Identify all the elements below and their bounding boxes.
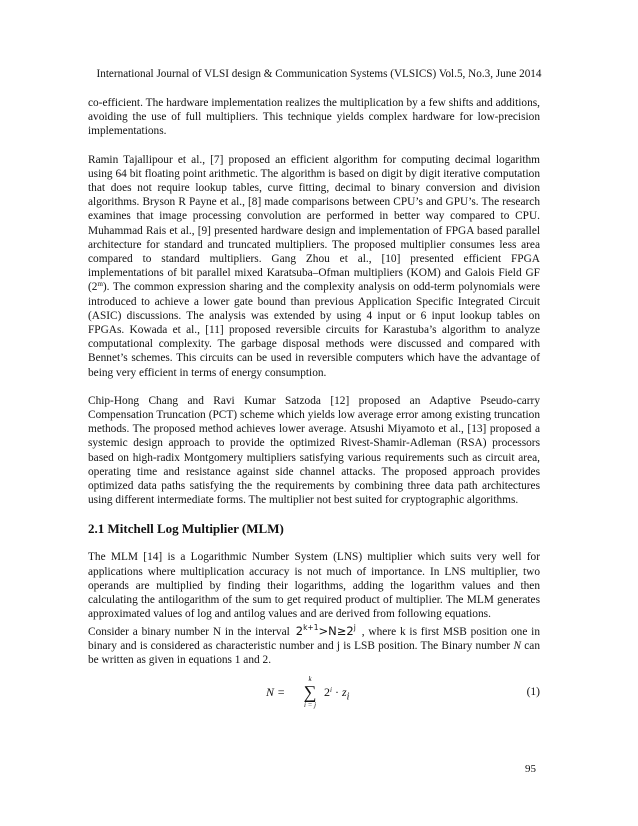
rhs-exponent: i [330,686,332,695]
paragraph-5-text-a: Consider a binary number N in the interval [88,625,290,638]
ineq-exponent-1: k+1 [303,622,319,632]
rhs-base: 2 [324,685,330,700]
summation-lower-limit: i = j [303,701,317,710]
journal-header: International Journal of VLSI design & Communication Systems (VLSICS) Vol.5, No.3, June 2014 [96,68,542,80]
paragraph-4: The MLM [14] is a Logarithmic Number System (LNS) multiplier which suits very well for applications where multiplication accuracy is not much of importance. In LNS multiplier, two operands are multiplied by finding their logarithms, adding the logarithm values and then calculating the antilogarithm of the sum to get required product of multiplier. The MLM generates approximated values of log and antilog values and are derived from following equations. [88,551,540,621]
equation-1 [88,675,540,709]
rhs-variable: z [341,685,347,700]
equation-lhs: N = [266,685,286,700]
ineq-middle: >N≥2 [318,623,354,638]
equation-number: (1) [526,686,540,699]
sigma-glyph: ∑ [303,682,317,703]
paragraph-5-text-c: can be written as given in equations 1 and 2. [88,639,541,666]
paragraph-5 [88,624,540,668]
rhs-dot: · [331,685,342,700]
summation-symbol [298,675,322,709]
interval-inequality [290,624,362,638]
paragraph-2-text-a: Ramin Tajallipour et al., [7] proposed an efficient algorithm for computing decimal logarithm using 64 bit floating point arithmetic. The algorithm is based on digit by digit iterative computation that does not require lookup tables, curve fitting, decimal to binary conversion and division algorithms. Bryson R Payne et al., [8] made comparisons between CPU’s and GPU’s. The research examines that image processing convolution are performed in better way compared to CPU. Muhammad Rais et al., [9] presented hardware design and implementation of FPGA based parallel architecture for standard and truncated multipliers. The proposed multiplier consumes less area compared to standard multipliers. Gang Zhou et al., [10] presented efficient FPGA implementations of bit parallel mixed Karatsuba–Ofman multipliers (KOM) and Galois Field GF (2 [88,153,540,294]
rhs-subscript: i [346,691,350,703]
page-number: 95 [525,763,536,775]
paragraph-2 [88,153,540,380]
paragraph-1: co-efficient. The hardware implementation realizes the multiplication by a few shifts and additions, avoiding the use of full multipliers. This technique yields complex hardware for low-precision implementations. [88,97,540,138]
paragraph-5-variable: N [513,639,522,652]
section-heading: 2.1 Mitchell Log Multiplier (MLM) [88,521,284,537]
ineq-base: 2 [295,623,304,638]
paragraph-2-text-b: ). The common expression sharing and the complexity analysis on odd-term polynomials were introduced to achieve a lower gate bound than previous Application Specific Integrated Circuit (ASIC) discussions. The analysis was extended by using 4 input or 6 input lookup tables on FPGAs. Kowada et al., [11] proposed reversible circuits for Karastuba’s algorithm to analyze computational complexity. The garbage disposal methods were discussed and compared with Bennet’s schemes. This circuits can be used in reversible computers which have the advantage of being very efficient in terms of energy consumption. [88,281,540,379]
paragraph-2-superscript: m [97,280,103,289]
page-body [88,96,540,709]
summation-upper-limit: k [308,675,312,684]
ineq-exponent-2: j [353,622,356,632]
equation-rhs [324,685,349,705]
paragraph-3: Chip-Hong Chang and Ravi Kumar Satzoda [12] proposed an Adaptive Pseudo-carry Compensation Truncation (PCT) scheme which yields low average error among existing truncation methods. The proposed method achieves lower average. Atsushi Miyamoto et al., [13] proposed a systemic design approach to provide the optimized Rivest-Shamir-Adleman (RSA) processors based on high-radix Montgomery multipliers satisfying various requirements such as circuit area, operating time and resistance against side channel attacks. The proposed approach provides optimized data paths satisfying the the requirements by combining three data path architectures using different intermediate forms. The multiplier not best suited for cryptographic algorithms. [88,394,540,507]
paragraph-5-text-b: , where k is first MSB position one in binary and is considered as characteristic number and j is LSB position. The Binary number [88,625,540,652]
